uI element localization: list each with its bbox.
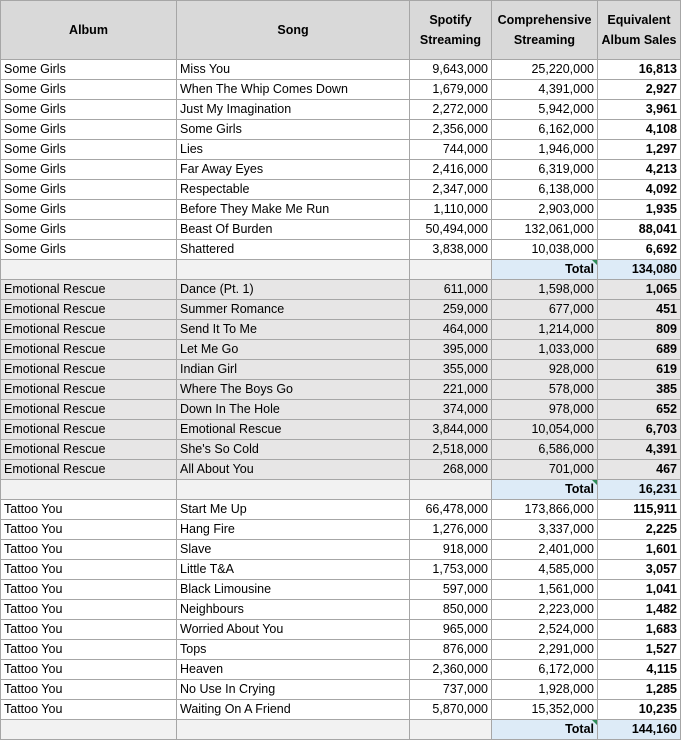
album-cell[interactable]: Tattoo You bbox=[1, 580, 177, 600]
album-cell[interactable]: Tattoo You bbox=[1, 700, 177, 720]
song-cell[interactable]: Slave bbox=[177, 540, 410, 560]
comprehensive-cell[interactable]: 10,054,000 bbox=[492, 420, 598, 440]
table-body bbox=[1, 60, 681, 740]
equivalent-cell[interactable]: 467 bbox=[598, 460, 681, 480]
song-cell[interactable]: Indian Girl bbox=[177, 360, 410, 380]
album-cell[interactable]: Tattoo You bbox=[1, 620, 177, 640]
album-cell[interactable]: Tattoo You bbox=[1, 500, 177, 520]
comprehensive-cell[interactable]: 132,061,000 bbox=[492, 220, 598, 240]
equivalent-cell[interactable]: 2,927 bbox=[598, 80, 681, 100]
album-cell[interactable]: Some Girls bbox=[1, 60, 177, 80]
table-row bbox=[1, 520, 681, 540]
header-row bbox=[1, 1, 681, 60]
album-cell[interactable]: Tattoo You bbox=[1, 640, 177, 660]
table-row bbox=[1, 340, 681, 360]
equivalent-cell[interactable]: 4,213 bbox=[598, 160, 681, 180]
song-cell[interactable]: Miss You bbox=[177, 60, 410, 80]
song-cell[interactable]: Shattered bbox=[177, 240, 410, 260]
spotify-cell[interactable]: 1,679,000 bbox=[410, 80, 492, 100]
album-cell[interactable]: Tattoo You bbox=[1, 560, 177, 580]
song-cell[interactable]: Black Limousine bbox=[177, 580, 410, 600]
song-cell[interactable]: When The Whip Comes Down bbox=[177, 80, 410, 100]
comprehensive-cell[interactable]: 6,172,000 bbox=[492, 660, 598, 680]
comprehensive-cell[interactable]: 677,000 bbox=[492, 300, 598, 320]
song-cell[interactable]: Respectable bbox=[177, 180, 410, 200]
spotify-cell[interactable]: 597,000 bbox=[410, 580, 492, 600]
table-row bbox=[1, 580, 681, 600]
total-label[interactable]: Total bbox=[492, 480, 598, 500]
comprehensive-cell[interactable]: 1,928,000 bbox=[492, 680, 598, 700]
comprehensive-cell[interactable]: 1,214,000 bbox=[492, 320, 598, 340]
song-cell[interactable]: Start Me Up bbox=[177, 500, 410, 520]
empty-cell[interactable] bbox=[1, 480, 177, 500]
table-row bbox=[1, 620, 681, 640]
spotify-cell[interactable]: 2,356,000 bbox=[410, 120, 492, 140]
equivalent-cell[interactable]: 1,935 bbox=[598, 200, 681, 220]
total-label[interactable]: Total bbox=[492, 720, 598, 740]
album-cell[interactable]: Some Girls bbox=[1, 160, 177, 180]
total-row bbox=[1, 720, 681, 740]
album-cell[interactable]: Some Girls bbox=[1, 140, 177, 160]
equivalent-cell[interactable]: 1,285 bbox=[598, 680, 681, 700]
equivalent-cell[interactable]: 6,692 bbox=[598, 240, 681, 260]
song-cell[interactable]: Little T&A bbox=[177, 560, 410, 580]
comprehensive-cell[interactable]: 6,586,000 bbox=[492, 440, 598, 460]
song-cell[interactable]: Some Girls bbox=[177, 120, 410, 140]
song-cell[interactable]: Neighbours bbox=[177, 600, 410, 620]
table-row bbox=[1, 180, 681, 200]
table-row bbox=[1, 80, 681, 100]
spotify-cell[interactable]: 268,000 bbox=[410, 460, 492, 480]
total-value[interactable]: 16,231 bbox=[598, 480, 681, 500]
album-cell[interactable]: Emotional Rescue bbox=[1, 400, 177, 420]
table-row bbox=[1, 300, 681, 320]
song-cell[interactable]: Far Away Eyes bbox=[177, 160, 410, 180]
empty-cell[interactable] bbox=[177, 720, 410, 740]
header-spotify-streaming[interactable]: Spotify Streaming bbox=[410, 1, 492, 60]
song-cell[interactable]: No Use In Crying bbox=[177, 680, 410, 700]
table-row bbox=[1, 400, 681, 420]
table-row bbox=[1, 200, 681, 220]
empty-cell[interactable] bbox=[177, 480, 410, 500]
spotify-cell[interactable]: 1,276,000 bbox=[410, 520, 492, 540]
album-cell[interactable]: Emotional Rescue bbox=[1, 380, 177, 400]
equivalent-cell[interactable]: 16,813 bbox=[598, 60, 681, 80]
total-value[interactable]: 144,160 bbox=[598, 720, 681, 740]
comprehensive-cell[interactable]: 1,033,000 bbox=[492, 340, 598, 360]
table-row bbox=[1, 500, 681, 520]
table-row bbox=[1, 60, 681, 80]
spotify-cell[interactable]: 876,000 bbox=[410, 640, 492, 660]
comprehensive-cell[interactable]: 25,220,000 bbox=[492, 60, 598, 80]
song-cell[interactable]: Send It To Me bbox=[177, 320, 410, 340]
equivalent-cell[interactable]: 689 bbox=[598, 340, 681, 360]
spotify-cell[interactable]: 5,870,000 bbox=[410, 700, 492, 720]
table-row bbox=[1, 560, 681, 580]
table-row bbox=[1, 160, 681, 180]
equivalent-cell[interactable]: 385 bbox=[598, 380, 681, 400]
table-row bbox=[1, 240, 681, 260]
comprehensive-cell[interactable]: 4,585,000 bbox=[492, 560, 598, 580]
spotify-cell[interactable]: 259,000 bbox=[410, 300, 492, 320]
album-cell[interactable]: Emotional Rescue bbox=[1, 320, 177, 340]
equivalent-cell[interactable]: 4,391 bbox=[598, 440, 681, 460]
total-value[interactable]: 134,080 bbox=[598, 260, 681, 280]
equivalent-cell[interactable]: 115,911 bbox=[598, 500, 681, 520]
table-row bbox=[1, 660, 681, 680]
comprehensive-cell[interactable]: 10,038,000 bbox=[492, 240, 598, 260]
equivalent-cell[interactable]: 88,041 bbox=[598, 220, 681, 240]
empty-cell[interactable] bbox=[410, 480, 492, 500]
album-cell[interactable]: Emotional Rescue bbox=[1, 440, 177, 460]
album-cell[interactable]: Tattoo You bbox=[1, 680, 177, 700]
album-cell[interactable]: Tattoo You bbox=[1, 520, 177, 540]
equivalent-cell[interactable]: 809 bbox=[598, 320, 681, 340]
album-cell[interactable]: Emotional Rescue bbox=[1, 360, 177, 380]
table-row bbox=[1, 640, 681, 660]
song-cell[interactable]: All About You bbox=[177, 460, 410, 480]
album-cell[interactable]: Emotional Rescue bbox=[1, 340, 177, 360]
header-song[interactable]: Song bbox=[177, 1, 410, 60]
empty-cell[interactable] bbox=[1, 720, 177, 740]
song-cell[interactable]: Down In The Hole bbox=[177, 400, 410, 420]
comprehensive-cell[interactable]: 1,598,000 bbox=[492, 280, 598, 300]
album-cell[interactable]: Emotional Rescue bbox=[1, 300, 177, 320]
equivalent-cell[interactable]: 3,057 bbox=[598, 560, 681, 580]
comprehensive-cell[interactable]: 701,000 bbox=[492, 460, 598, 480]
song-cell[interactable]: Dance (Pt. 1) bbox=[177, 280, 410, 300]
empty-cell[interactable] bbox=[410, 260, 492, 280]
table-row bbox=[1, 540, 681, 560]
empty-cell[interactable] bbox=[410, 720, 492, 740]
spotify-cell[interactable]: 1,110,000 bbox=[410, 200, 492, 220]
table-row bbox=[1, 220, 681, 240]
spotify-cell[interactable]: 355,000 bbox=[410, 360, 492, 380]
song-cell[interactable]: Let Me Go bbox=[177, 340, 410, 360]
song-cell[interactable]: Before They Make Me Run bbox=[177, 200, 410, 220]
header-album[interactable]: Album bbox=[1, 1, 177, 60]
comprehensive-cell[interactable]: 15,352,000 bbox=[492, 700, 598, 720]
spotify-cell[interactable]: 965,000 bbox=[410, 620, 492, 640]
spotify-cell[interactable]: 2,272,000 bbox=[410, 100, 492, 120]
song-cell[interactable]: Beast Of Burden bbox=[177, 220, 410, 240]
song-cell[interactable]: Summer Romance bbox=[177, 300, 410, 320]
equivalent-cell[interactable]: 6,703 bbox=[598, 420, 681, 440]
equivalent-cell[interactable]: 1,527 bbox=[598, 640, 681, 660]
table-row bbox=[1, 100, 681, 120]
table-row bbox=[1, 600, 681, 620]
equivalent-cell[interactable]: 3,961 bbox=[598, 100, 681, 120]
spotify-cell[interactable]: 374,000 bbox=[410, 400, 492, 420]
table-row bbox=[1, 140, 681, 160]
comprehensive-cell[interactable]: 3,337,000 bbox=[492, 520, 598, 540]
album-cell[interactable]: Some Girls bbox=[1, 80, 177, 100]
equivalent-cell[interactable]: 1,065 bbox=[598, 280, 681, 300]
total-label[interactable]: Total bbox=[492, 260, 598, 280]
spotify-cell[interactable]: 50,494,000 bbox=[410, 220, 492, 240]
spotify-cell[interactable]: 737,000 bbox=[410, 680, 492, 700]
table-row bbox=[1, 440, 681, 460]
equivalent-cell[interactable]: 2,225 bbox=[598, 520, 681, 540]
spotify-cell[interactable]: 2,518,000 bbox=[410, 440, 492, 460]
table-row bbox=[1, 360, 681, 380]
equivalent-cell[interactable]: 4,108 bbox=[598, 120, 681, 140]
equivalent-cell[interactable]: 619 bbox=[598, 360, 681, 380]
table-row bbox=[1, 680, 681, 700]
header-comprehensive-streaming[interactable]: Comprehensive Streaming bbox=[492, 1, 598, 60]
comprehensive-cell[interactable]: 1,561,000 bbox=[492, 580, 598, 600]
album-cell[interactable]: Some Girls bbox=[1, 200, 177, 220]
song-cell[interactable]: Lies bbox=[177, 140, 410, 160]
table-row bbox=[1, 380, 681, 400]
empty-cell[interactable] bbox=[177, 260, 410, 280]
equivalent-cell[interactable]: 1,041 bbox=[598, 580, 681, 600]
spotify-cell[interactable]: 2,360,000 bbox=[410, 660, 492, 680]
spotify-cell[interactable]: 2,347,000 bbox=[410, 180, 492, 200]
spotify-cell[interactable]: 744,000 bbox=[410, 140, 492, 160]
comprehensive-cell[interactable]: 173,866,000 bbox=[492, 500, 598, 520]
song-cell[interactable]: Where The Boys Go bbox=[177, 380, 410, 400]
album-cell[interactable]: Emotional Rescue bbox=[1, 420, 177, 440]
album-cell[interactable]: Tattoo You bbox=[1, 600, 177, 620]
comprehensive-cell[interactable]: 2,401,000 bbox=[492, 540, 598, 560]
song-cell[interactable]: Heaven bbox=[177, 660, 410, 680]
song-cell[interactable]: Just My Imagination bbox=[177, 100, 410, 120]
spotify-cell[interactable]: 918,000 bbox=[410, 540, 492, 560]
spotify-cell[interactable]: 9,643,000 bbox=[410, 60, 492, 80]
spotify-cell[interactable]: 464,000 bbox=[410, 320, 492, 340]
table-row bbox=[1, 320, 681, 340]
song-cell[interactable]: Hang Fire bbox=[177, 520, 410, 540]
comprehensive-cell[interactable]: 2,903,000 bbox=[492, 200, 598, 220]
comprehensive-cell[interactable]: 2,223,000 bbox=[492, 600, 598, 620]
equivalent-cell[interactable]: 652 bbox=[598, 400, 681, 420]
table-row bbox=[1, 460, 681, 480]
album-cell[interactable]: Tattoo You bbox=[1, 660, 177, 680]
table-row bbox=[1, 420, 681, 440]
album-cell[interactable]: Emotional Rescue bbox=[1, 460, 177, 480]
empty-cell[interactable] bbox=[1, 260, 177, 280]
comprehensive-cell[interactable]: 978,000 bbox=[492, 400, 598, 420]
spotify-cell[interactable]: 221,000 bbox=[410, 380, 492, 400]
album-cell[interactable]: Emotional Rescue bbox=[1, 280, 177, 300]
spotify-cell[interactable]: 66,478,000 bbox=[410, 500, 492, 520]
spotify-cell[interactable]: 2,416,000 bbox=[410, 160, 492, 180]
equivalent-cell[interactable]: 451 bbox=[598, 300, 681, 320]
song-cell[interactable]: Emotional Rescue bbox=[177, 420, 410, 440]
spotify-cell[interactable]: 1,753,000 bbox=[410, 560, 492, 580]
table-row bbox=[1, 700, 681, 720]
song-cell[interactable]: Tops bbox=[177, 640, 410, 660]
spotify-cell[interactable]: 395,000 bbox=[410, 340, 492, 360]
song-cell[interactable]: Waiting On A Friend bbox=[177, 700, 410, 720]
comprehensive-cell[interactable]: 928,000 bbox=[492, 360, 598, 380]
album-cell[interactable]: Some Girls bbox=[1, 100, 177, 120]
comprehensive-cell[interactable]: 6,319,000 bbox=[492, 160, 598, 180]
equivalent-cell[interactable]: 4,115 bbox=[598, 660, 681, 680]
album-cell[interactable]: Some Girls bbox=[1, 220, 177, 240]
equivalent-cell[interactable]: 4,092 bbox=[598, 180, 681, 200]
song-cell[interactable]: She's So Cold bbox=[177, 440, 410, 460]
comprehensive-cell[interactable]: 1,946,000 bbox=[492, 140, 598, 160]
comprehensive-cell[interactable]: 4,391,000 bbox=[492, 80, 598, 100]
total-row bbox=[1, 260, 681, 280]
spotify-cell[interactable]: 3,838,000 bbox=[410, 240, 492, 260]
equivalent-cell[interactable]: 1,297 bbox=[598, 140, 681, 160]
comprehensive-cell[interactable]: 5,942,000 bbox=[492, 100, 598, 120]
album-cell[interactable]: Some Girls bbox=[1, 240, 177, 260]
album-cell[interactable]: Some Girls bbox=[1, 120, 177, 140]
comprehensive-cell[interactable]: 6,138,000 bbox=[492, 180, 598, 200]
total-row bbox=[1, 480, 681, 500]
comprehensive-cell[interactable]: 2,524,000 bbox=[492, 620, 598, 640]
comprehensive-cell[interactable]: 2,291,000 bbox=[492, 640, 598, 660]
table-row bbox=[1, 120, 681, 140]
equivalent-cell[interactable]: 1,482 bbox=[598, 600, 681, 620]
spotify-cell[interactable]: 850,000 bbox=[410, 600, 492, 620]
comprehensive-cell[interactable]: 6,162,000 bbox=[492, 120, 598, 140]
comprehensive-cell[interactable]: 578,000 bbox=[492, 380, 598, 400]
album-cell[interactable]: Some Girls bbox=[1, 180, 177, 200]
table-row bbox=[1, 280, 681, 300]
spotify-cell[interactable]: 3,844,000 bbox=[410, 420, 492, 440]
equivalent-cell[interactable]: 1,601 bbox=[598, 540, 681, 560]
spotify-cell[interactable]: 611,000 bbox=[410, 280, 492, 300]
header-equivalent-album-sales[interactable]: Equivalent Album Sales bbox=[598, 1, 681, 60]
equivalent-cell[interactable]: 10,235 bbox=[598, 700, 681, 720]
song-cell[interactable]: Worried About You bbox=[177, 620, 410, 640]
album-cell[interactable]: Tattoo You bbox=[1, 540, 177, 560]
equivalent-cell[interactable]: 1,683 bbox=[598, 620, 681, 640]
